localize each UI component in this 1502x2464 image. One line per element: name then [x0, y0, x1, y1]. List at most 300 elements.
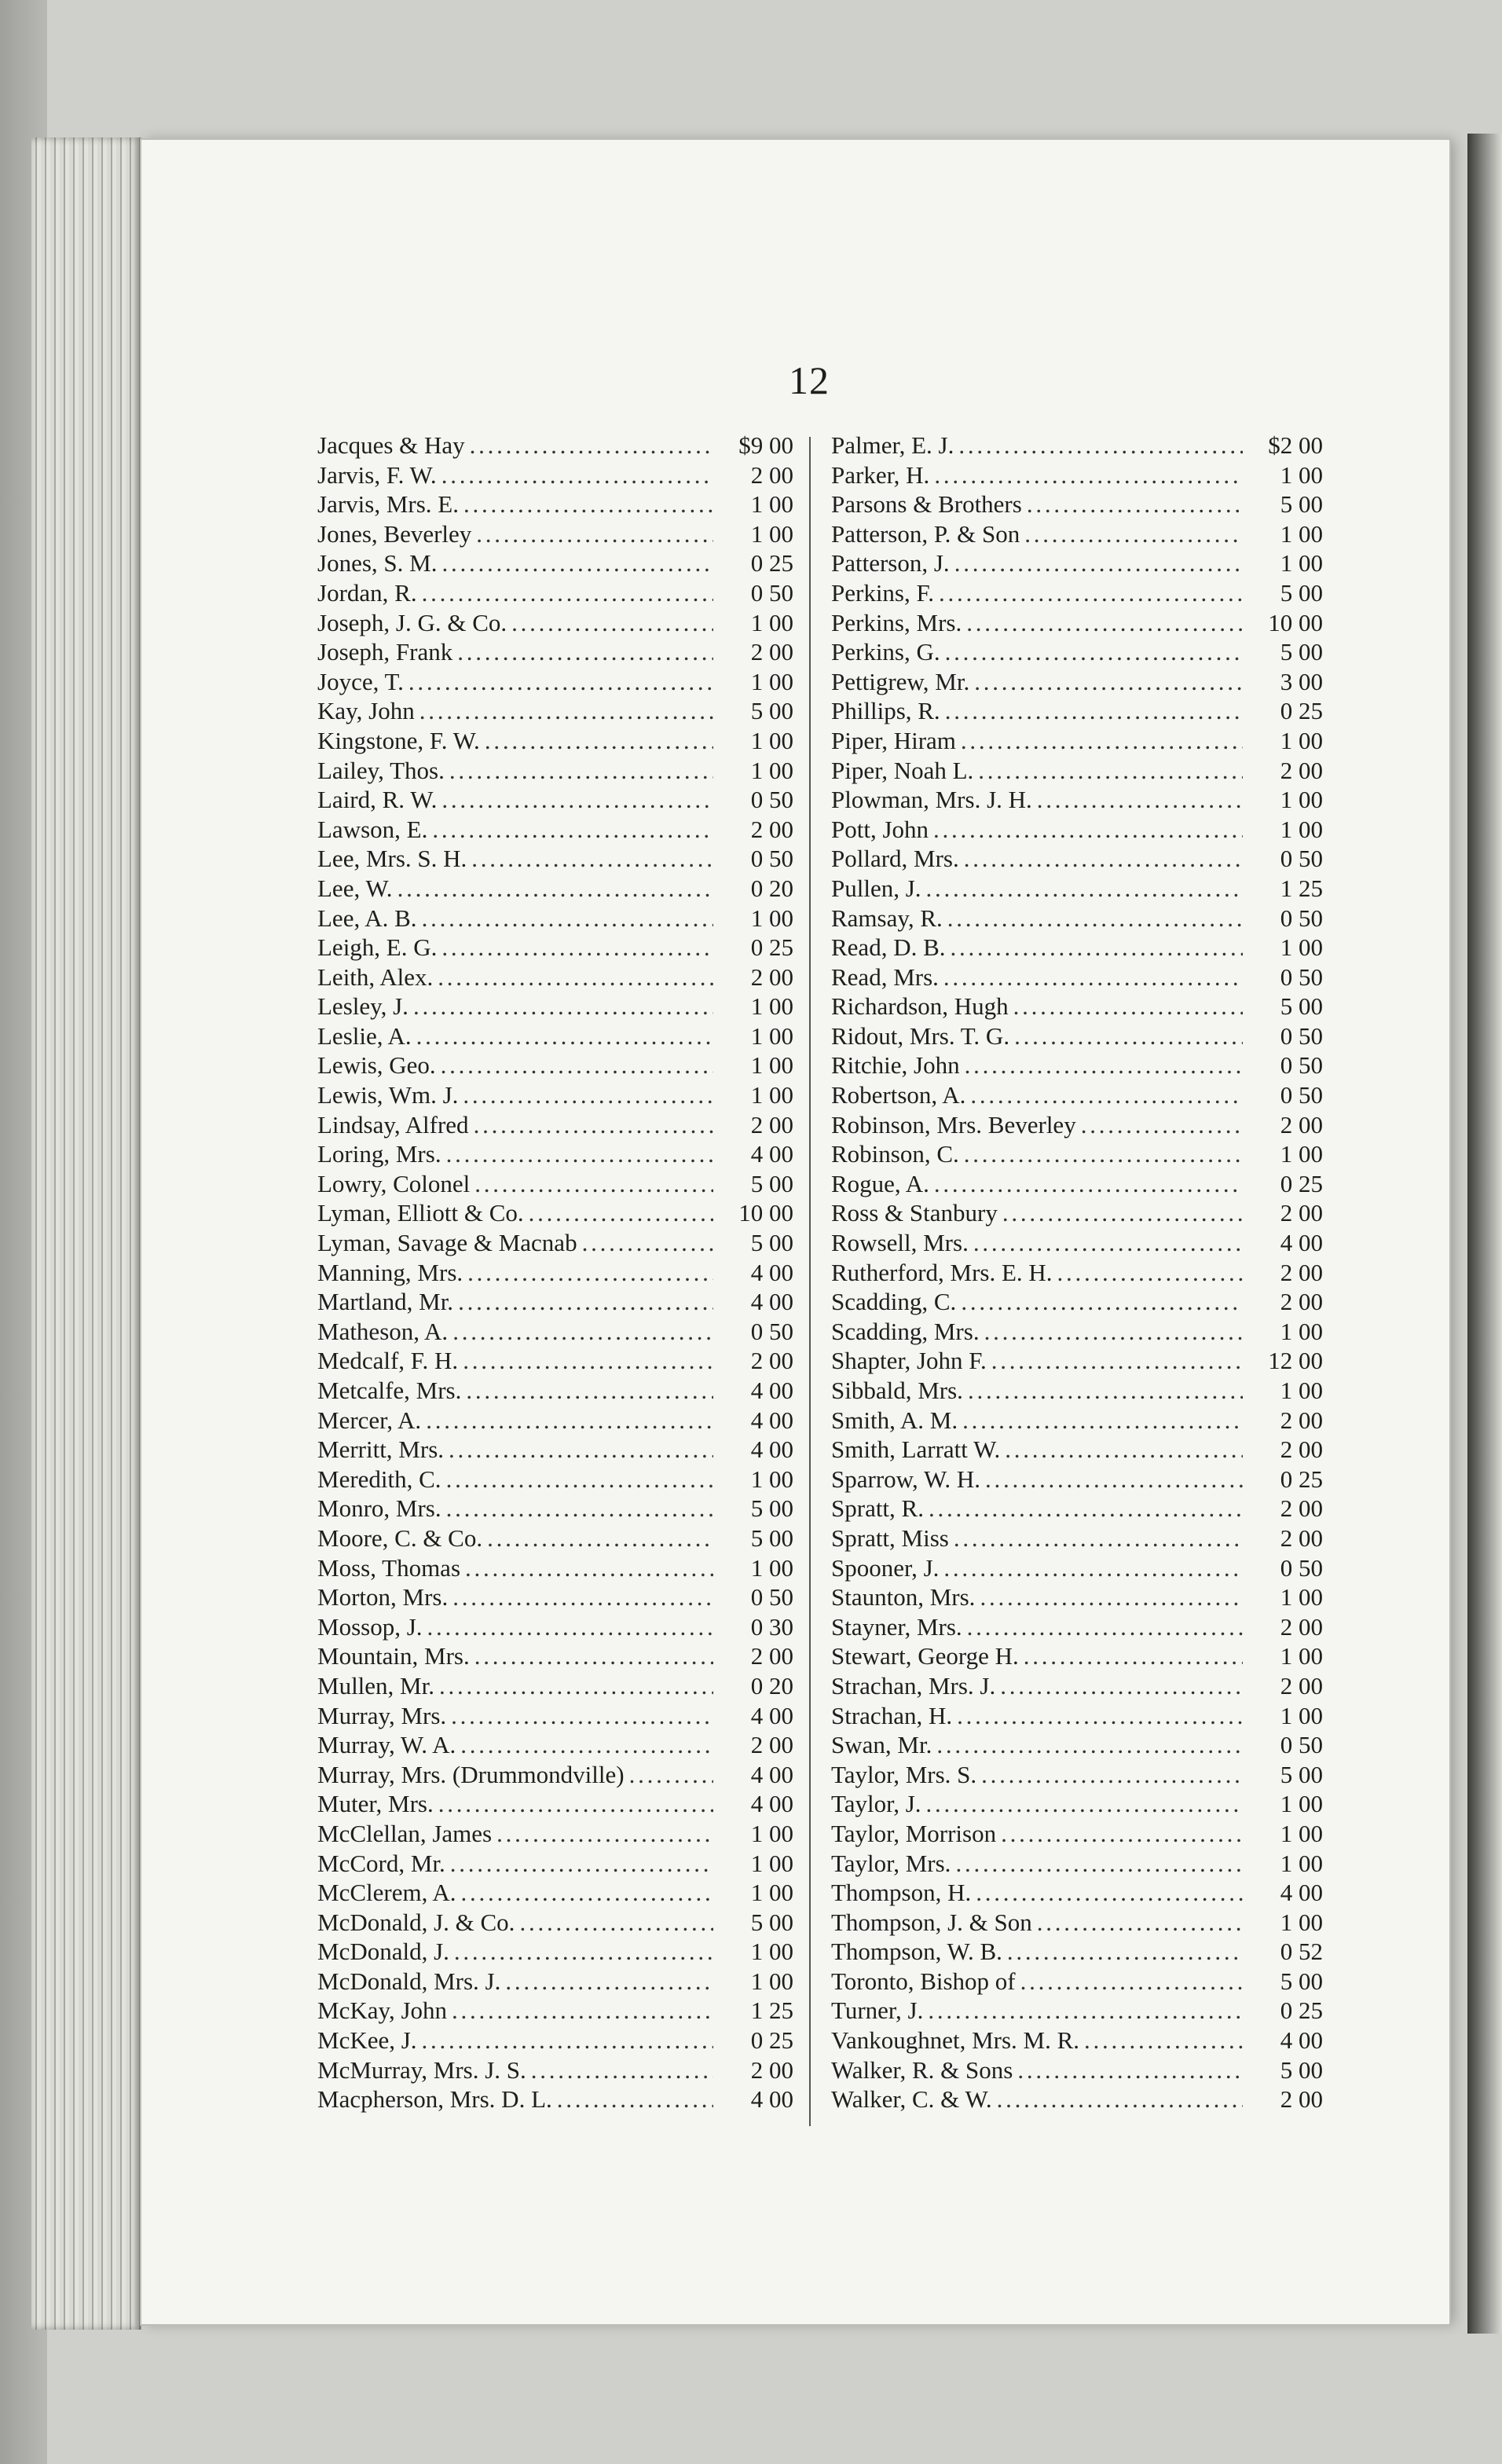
subscriber-name: Lewis, Wm. J.	[317, 1081, 459, 1109]
subscription-amount: 4 00	[1280, 2026, 1323, 2055]
subscription-amount: 1 00	[1280, 815, 1323, 843]
subscriber-entry	[317, 1553, 793, 1583]
subscriber-entry	[831, 1760, 1323, 1790]
dot-leader	[945, 696, 1243, 726]
subscriber-name: Jones, Beverley	[317, 519, 472, 548]
subscriber-name: Lyman, Elliott & Co.	[317, 1199, 524, 1227]
subscriber-entry	[831, 1139, 1323, 1169]
dot-leader	[496, 1819, 713, 1849]
subscriber-entry	[831, 933, 1323, 962]
subscriber-entry	[317, 1376, 793, 1406]
subscriber-entry	[317, 1198, 793, 1228]
subscriber-entry	[317, 1789, 793, 1819]
subscriber-name: Macpherson, Mrs. D. L.	[317, 2085, 552, 2114]
dot-leader	[454, 1937, 713, 1967]
subscriber-name: Perkins, F.	[831, 578, 935, 607]
subscriber-entry	[831, 1435, 1323, 1465]
dot-leader	[1057, 1258, 1243, 1288]
subscription-amount: 1 00	[1280, 1790, 1323, 1818]
subscription-amount: 5 00	[1280, 2055, 1323, 2084]
subscriber-entry	[317, 1021, 793, 1051]
subscriber-entry	[831, 1494, 1323, 1524]
dot-leader	[485, 726, 713, 756]
subscriber-entry	[317, 1819, 793, 1849]
subscriber-entry	[831, 1671, 1323, 1701]
subscriber-entry	[831, 548, 1323, 578]
dot-leader	[471, 844, 713, 874]
dot-leader	[460, 1730, 713, 1760]
dot-leader	[991, 1346, 1243, 1376]
subscriber-entry	[317, 519, 793, 549]
subscriber-name: Manning, Mrs.	[317, 1258, 463, 1286]
subscriber-entry	[317, 1612, 793, 1642]
dot-leader	[1037, 1908, 1243, 1938]
subscriber-name: Ross & Stanbury	[831, 1199, 998, 1227]
dot-leader	[629, 1760, 713, 1790]
subscriber-entry	[831, 1878, 1323, 1908]
subscriber-entry	[317, 726, 793, 756]
subscriber-name: Leith, Alex.	[317, 962, 434, 991]
subscription-amount: 2 00	[750, 1642, 793, 1670]
dot-leader	[954, 548, 1243, 578]
dot-leader	[943, 1553, 1243, 1583]
dot-leader	[1000, 1671, 1243, 1701]
dot-leader	[446, 1465, 713, 1494]
subscription-amount: 0 50	[750, 786, 793, 814]
subscriber-entry	[317, 1524, 793, 1553]
dot-leader	[997, 2084, 1243, 2114]
subscription-amount: 2 00	[1280, 1524, 1323, 1552]
subscriber-entry	[317, 874, 793, 904]
dot-leader	[450, 1849, 713, 1879]
subscriber-name: Plowman, Mrs. J. H.	[831, 786, 1032, 814]
dot-leader	[519, 1908, 713, 1938]
subscriber-entry	[831, 1465, 1323, 1494]
dot-leader	[427, 1612, 713, 1642]
subscriber-list-right-column	[831, 431, 1323, 2114]
subscriber-name: Mercer, A.	[317, 1406, 422, 1434]
subscriber-name: Moss, Thomas	[317, 1553, 461, 1582]
subscription-amount: 2 00	[1280, 1671, 1323, 1700]
facing-page-edge	[1467, 134, 1502, 2334]
dot-leader	[451, 1701, 713, 1731]
dot-leader	[967, 1612, 1243, 1642]
subscriber-name: Walker, C. & W.	[831, 2085, 992, 2114]
subscriber-name: Patterson, J.	[831, 549, 950, 578]
subscriber-entry	[317, 548, 793, 578]
subscriber-name: Kay, John	[317, 697, 415, 725]
subscriber-name: Pollard, Mrs.	[831, 845, 959, 873]
subscription-amount: 4 00	[750, 1790, 793, 1818]
dot-leader	[939, 578, 1243, 608]
dot-leader	[452, 1996, 713, 2026]
subscription-amount: 0 50	[1280, 1081, 1323, 1109]
dot-leader	[467, 1258, 713, 1288]
subscription-amount: 0 50	[1280, 962, 1323, 991]
subscription-amount: 1 00	[1280, 1701, 1323, 1729]
subscription-amount: 1 00	[1280, 1377, 1323, 1404]
subscriber-entry	[317, 667, 793, 697]
subscriber-entry	[831, 1996, 1323, 2026]
subscriber-name: Monro, Mrs.	[317, 1494, 441, 1523]
dot-leader	[422, 904, 713, 933]
subscriber-name: Lee, A. B.	[317, 904, 417, 932]
subscriber-name: Scadding, C.	[831, 1288, 957, 1316]
page-number: 12	[789, 358, 830, 402]
subscriber-name: Ritchie, John	[831, 1051, 960, 1080]
subscriber-name: Joseph, J. G. & Co.	[317, 608, 507, 636]
dot-leader	[397, 874, 713, 904]
subscription-amount: 4 00	[750, 1258, 793, 1286]
dot-leader	[965, 1050, 1243, 1080]
subscriber-entry	[317, 1435, 793, 1465]
subscriber-entry	[317, 785, 793, 815]
subscription-amount: 0 25	[750, 549, 793, 578]
subscription-amount: 0 50	[1280, 1051, 1323, 1080]
subscription-amount: 2 00	[750, 638, 793, 666]
dot-leader	[458, 1287, 713, 1317]
subscription-amount: 5 00	[1280, 490, 1323, 519]
subscriber-entry	[831, 726, 1323, 756]
subscriber-name: Medcalf, F. H.	[317, 1347, 459, 1375]
dot-leader	[962, 1406, 1243, 1436]
subscription-amount: 1 00	[750, 1021, 793, 1050]
subscription-amount: 4 00	[1280, 1229, 1323, 1257]
subscriber-entry	[317, 1139, 793, 1169]
dot-leader	[408, 667, 713, 697]
subscriber-entry	[831, 1553, 1323, 1583]
subscriber-entry	[317, 962, 793, 992]
subscription-amount: 1 00	[1280, 460, 1323, 489]
subscriber-entry	[831, 1346, 1323, 1376]
dot-leader	[476, 519, 713, 549]
subscriber-name: Read, Mrs.	[831, 962, 939, 991]
dot-leader	[947, 904, 1243, 933]
subscriber-name: Staunton, Mrs.	[831, 1583, 976, 1612]
dot-leader	[511, 608, 713, 638]
subscription-amount: 2 00	[1280, 1406, 1323, 1434]
subscription-amount: 2 00	[750, 2055, 793, 2084]
subscription-amount: 1 00	[750, 1553, 793, 1582]
subscriber-name: McDonald, J. & Co.	[317, 1908, 515, 1936]
subscriber-name: Piper, Noah L.	[831, 756, 974, 784]
subscriber-name: McMurray, Mrs. J. S.	[317, 2055, 526, 2084]
subscriber-entry	[317, 1050, 793, 1080]
dot-leader	[980, 1582, 1243, 1612]
subscriber-entry	[831, 962, 1323, 992]
subscriber-entry	[831, 1406, 1323, 1436]
subscriber-name: Lailey, Thos.	[317, 756, 445, 784]
subscriber-name: Robinson, C.	[831, 1140, 959, 1168]
subscriber-name: Lee, Mrs. S. H.	[317, 845, 467, 873]
dot-leader	[1002, 1198, 1243, 1228]
subscription-amount: 0 50	[1280, 845, 1323, 873]
subscription-amount: 2 00	[750, 1110, 793, 1138]
subscriber-name: Parsons & Brothers	[831, 490, 1022, 519]
subscription-amount: 0 25	[1280, 697, 1323, 725]
subscription-amount: 2 00	[1280, 1288, 1323, 1316]
subscription-amount: 1 00	[750, 1967, 793, 1995]
subscriber-name: Perkins, G.	[831, 638, 940, 666]
subscriber-name: Lewis, Geo.	[317, 1051, 436, 1080]
dot-leader	[531, 2055, 713, 2085]
subscription-amount: 1 00	[750, 1849, 793, 1877]
subscriber-entry	[317, 431, 793, 460]
subscription-amount: 1 00	[1280, 549, 1323, 578]
subscriber-name: Strachan, Mrs. J.	[831, 1671, 996, 1700]
subscriber-name: Morton, Mrs.	[317, 1583, 449, 1612]
subscription-amount: 1 00	[750, 608, 793, 636]
subscription-amount: 0 25	[750, 933, 793, 962]
dot-leader	[461, 1878, 714, 1908]
subscription-amount: $9 00	[738, 431, 793, 459]
dot-leader	[452, 1582, 713, 1612]
subscription-amount: 1 00	[1280, 1583, 1323, 1612]
subscriber-entry	[831, 2026, 1323, 2055]
subscription-amount: 2 00	[1280, 1612, 1323, 1641]
subscription-amount: 0 50	[1280, 1731, 1323, 1759]
subscriber-entry	[831, 1967, 1323, 1996]
subscription-amount: 1 00	[750, 667, 793, 695]
subscriber-entry	[831, 874, 1323, 904]
subscriber-entry	[317, 1937, 793, 1967]
subscriber-entry	[831, 844, 1323, 874]
subscriber-name: Taylor, Mrs.	[831, 1849, 951, 1877]
subscriber-entry	[317, 1287, 793, 1317]
dot-leader	[984, 1317, 1243, 1347]
dot-leader	[976, 1878, 1243, 1908]
dot-leader	[449, 1435, 713, 1465]
subscription-amount: 5 00	[1280, 1760, 1323, 1788]
subscription-amount: 1 00	[750, 904, 793, 932]
subscription-amount: 10 00	[1268, 608, 1323, 636]
dot-leader	[943, 962, 1243, 992]
subscriber-name: Toronto, Bishop of	[831, 1967, 1016, 1995]
dot-leader	[466, 1376, 713, 1406]
subscriber-entry	[317, 2026, 793, 2055]
subscription-amount: 1 00	[750, 756, 793, 784]
subscriber-name: Thompson, J. & Son	[831, 1908, 1032, 1936]
subscription-amount: 1 00	[750, 1465, 793, 1493]
dot-leader	[439, 1671, 713, 1701]
subscriber-entry	[317, 637, 793, 667]
dot-leader	[951, 933, 1243, 962]
subscriber-name: Strachan, H.	[831, 1701, 953, 1729]
subscriber-entry	[831, 2084, 1323, 2114]
subscriber-entry	[317, 1228, 793, 1258]
subscription-amount: 1 00	[1280, 786, 1323, 814]
subscription-amount: 1 00	[750, 992, 793, 1021]
subscriber-entry	[317, 933, 793, 962]
dot-leader	[926, 1789, 1243, 1819]
dot-leader	[449, 756, 713, 786]
subscriber-entry	[317, 815, 793, 845]
subscriber-entry	[831, 1021, 1323, 1051]
dot-leader	[1005, 1435, 1243, 1465]
subscription-amount: 2 00	[750, 962, 793, 991]
dot-leader	[474, 1641, 713, 1671]
dot-leader	[426, 1406, 713, 1436]
subscriber-entry	[317, 992, 793, 1021]
subscriber-name: Mountain, Mrs.	[317, 1642, 470, 1670]
subscriber-entry	[317, 1908, 793, 1938]
subscriber-name: Pott, John	[831, 815, 929, 843]
subscription-amount: 1 00	[750, 490, 793, 519]
subscriber-name: Leigh, E. G.	[317, 933, 438, 962]
subscriber-name: Jones, S. M.	[317, 549, 438, 578]
subscription-amount: 5 00	[1280, 638, 1323, 666]
subscription-amount: 1 00	[1280, 1317, 1323, 1345]
subscriber-name: Richardson, Hugh	[831, 992, 1009, 1021]
subscriber-name: Lyman, Savage & Macnab	[317, 1229, 577, 1257]
dot-leader	[928, 1996, 1243, 2026]
dot-leader	[934, 1169, 1243, 1199]
subscriber-name: Kingstone, F. W.	[317, 726, 480, 754]
subscriber-name: Taylor, J.	[831, 1790, 921, 1818]
dot-leader	[529, 1198, 713, 1228]
subscriber-entry	[831, 1317, 1323, 1347]
subscriber-name: Walker, R. & Sons	[831, 2055, 1013, 2084]
subscription-amount: 2 00	[750, 1731, 793, 1759]
dot-leader	[1024, 519, 1243, 549]
dot-leader	[936, 1730, 1243, 1760]
column-divider	[809, 437, 811, 2126]
dot-leader	[463, 1080, 713, 1110]
book-page-edges	[31, 138, 141, 2330]
subscriber-name: Rogue, A.	[831, 1169, 929, 1197]
dot-leader	[981, 1760, 1243, 1790]
subscriber-entry	[831, 696, 1323, 726]
subscriber-name: Spratt, Miss	[831, 1524, 949, 1552]
subscriber-entry	[317, 1346, 793, 1376]
subscriber-entry	[317, 608, 793, 638]
dot-leader	[432, 815, 713, 845]
subscriber-entry	[317, 1317, 793, 1347]
subscription-amount: 2 00	[750, 460, 793, 489]
subscriber-name: Jarvis, Mrs. E.	[317, 490, 459, 519]
subscription-amount: 1 25	[1280, 874, 1323, 902]
subscriber-name: Jarvis, F. W.	[317, 460, 437, 489]
dot-leader	[968, 1376, 1243, 1406]
subscription-amount: 4 00	[750, 1406, 793, 1434]
subscriber-entry	[317, 1169, 793, 1199]
subscriber-name: Perkins, Mrs.	[831, 608, 962, 636]
dot-leader	[463, 490, 713, 519]
subscriber-name: Spooner, J.	[831, 1553, 940, 1582]
subscription-amount: 5 00	[750, 1524, 793, 1552]
subscriber-name: Patterson, P. & Son	[831, 519, 1020, 548]
subscription-amount: 5 00	[750, 1908, 793, 1936]
subscriber-entry	[831, 1849, 1323, 1879]
subscriber-name: McClellan, James	[317, 1819, 493, 1847]
dot-leader	[422, 2026, 713, 2055]
subscription-amount: 4 00	[750, 1760, 793, 1788]
subscriber-entry	[831, 2055, 1323, 2085]
dot-leader	[1024, 1641, 1243, 1671]
subscriber-entry	[831, 608, 1323, 638]
dot-leader	[961, 1287, 1243, 1317]
subscriber-name: Lesley, J.	[317, 992, 408, 1021]
subscription-amount: 5 00	[1280, 1967, 1323, 1995]
subscriber-entry	[317, 1258, 793, 1288]
subscriber-entry	[317, 1996, 793, 2026]
subscriber-name: Joseph, Frank	[317, 638, 453, 666]
subscription-amount: 0 30	[750, 1612, 793, 1641]
subscriber-name: Murray, Mrs.	[317, 1701, 447, 1729]
subscriber-name: Turner, J.	[831, 1996, 924, 2025]
subscriber-name: McKay, John	[317, 1996, 448, 2025]
subscriber-entry	[831, 785, 1323, 815]
subscription-amount: 2 00	[1280, 2085, 1323, 2114]
subscriber-entry	[831, 1258, 1323, 1288]
dot-leader	[933, 815, 1243, 845]
dot-leader	[505, 1967, 713, 1996]
subscription-amount: 0 20	[750, 1671, 793, 1700]
subscriber-entry	[831, 1198, 1323, 1228]
subscription-amount: $2 00	[1268, 431, 1323, 459]
dot-leader	[929, 1494, 1243, 1524]
subscriber-name: Vankoughnet, Mrs. M. R.	[831, 2026, 1080, 2055]
dot-leader	[419, 696, 713, 726]
subscriber-entry	[831, 490, 1323, 519]
subscriber-name: Robinson, Mrs. Beverley	[831, 1110, 1076, 1138]
dot-leader	[1013, 992, 1243, 1021]
subscription-amount: 1 00	[1280, 1819, 1323, 1847]
dot-leader	[441, 785, 713, 815]
subscriber-name: Joyce, T.	[317, 667, 404, 695]
subscriber-entry	[831, 1080, 1323, 1110]
subscription-amount: 2 00	[1280, 1110, 1323, 1138]
subscription-amount: 2 00	[1280, 756, 1323, 784]
subscriber-entry	[317, 1760, 793, 1790]
subscriber-name: Meredith, C.	[317, 1465, 441, 1493]
subscription-amount: 0 52	[1280, 1938, 1323, 1966]
dot-leader	[438, 962, 713, 992]
dot-leader	[422, 578, 713, 608]
subscriber-entry	[317, 1110, 793, 1140]
subscriber-entry	[317, 1849, 793, 1879]
dot-leader	[463, 1346, 713, 1376]
subscriber-entry	[317, 1730, 793, 1760]
subscriber-name: Scadding, Mrs.	[831, 1317, 980, 1345]
dot-leader	[446, 1139, 713, 1169]
subscriber-entry	[317, 844, 793, 874]
subscriber-name: Smith, Larratt W.	[831, 1436, 1001, 1464]
subscriber-name: Rutherford, Mrs. E. H.	[831, 1258, 1053, 1286]
subscriber-entry	[831, 1287, 1323, 1317]
subscription-amount: 1 00	[750, 726, 793, 754]
subscriber-entry	[831, 1701, 1323, 1731]
subscriber-entry	[317, 1080, 793, 1110]
dot-leader	[446, 1494, 713, 1524]
subscriber-name: Parker, H.	[831, 460, 930, 489]
subscriber-name: Read, D. B.	[831, 933, 946, 962]
subscriber-name: Murray, W. A.	[317, 1731, 456, 1759]
dot-leader	[441, 548, 713, 578]
subscriber-entry	[831, 1228, 1323, 1258]
subscription-amount: 1 00	[750, 1051, 793, 1080]
dot-leader	[1027, 490, 1243, 519]
subscription-amount: 0 25	[1280, 1465, 1323, 1493]
subscriber-name: McKee, J.	[317, 2026, 417, 2055]
subscriber-name: Matheson, A.	[317, 1317, 449, 1345]
subscription-amount: 1 00	[1280, 1140, 1323, 1168]
subscription-amount: 0 50	[1280, 1021, 1323, 1050]
subscription-amount: 5 00	[1280, 992, 1323, 1021]
subscriber-entry	[831, 815, 1323, 845]
dot-leader	[487, 1524, 713, 1553]
dot-leader	[441, 460, 713, 490]
